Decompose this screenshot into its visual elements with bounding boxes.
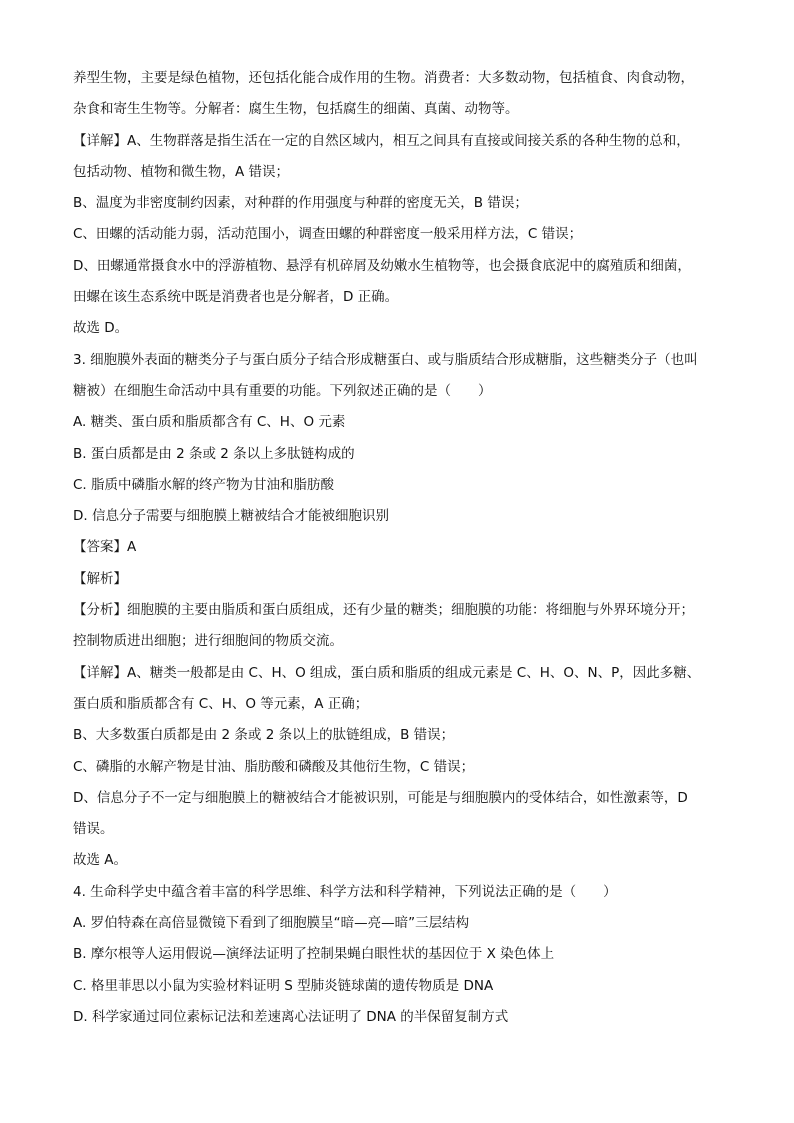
analysis-heading: 【解析】 [73, 570, 127, 587]
option-d: D. 科学家通过同位素标记法和差速离心法证明了 DNA 的半保留复制方式 [73, 1008, 509, 1025]
option-b: B. 摩尔根等人运用假说—演绎法证明了控制果蝇白眼性状的基因位于 X 染色体上 [73, 946, 555, 963]
text-line: C、磷脂的水解产物是甘油、脂肪酸和磷酸及其他衍生物，C 错误； [73, 758, 475, 775]
question-stem: 4. 生命科学史中蕴含着丰富的科学思维、科学方法和科学精神，下列说法正确的是（ ） [73, 883, 617, 900]
question-stem: 3. 细胞膜外表面的糖类分子与蛋白质分子结合形成糖蛋白、或与脂质结合形成糖脂，这些糖类分子（也叫 [73, 351, 698, 368]
text-line: 【详解】A、糖类一般都是由 C、H、O 组成，蛋白质和脂质的组成元素是 C、H、O、N、P，因此多糖、 [73, 664, 701, 681]
text-line: C、田螺的活动能力弱，活动范围小，调查田螺的种群密度一般采用样方法，C 错误； [73, 226, 583, 243]
text-line: 包括动物、植物和微生物，A 错误； [73, 163, 290, 180]
text-line: 控制物质进出细胞；进行细胞间的物质交流。 [73, 633, 343, 650]
document-body [73, 63, 733, 1033]
option-d: D. 信息分子需要与细胞膜上糖被结合才能被细胞识别 [73, 508, 389, 525]
option-c: C. 格里菲思以小鼠为实验材料证明 S 型肺炎链球菌的遗传物质是 DNA [73, 977, 494, 994]
option-c: C. 脂质中磷脂水解的终产物为甘油和脂肪酸 [73, 476, 335, 493]
text-line: D、田螺通常摄食水中的浮游植物、悬浮有机碎屑及幼嫩水生植物等，也会摄食底泥中的腐殖质和细菌， [73, 257, 691, 274]
text-line: 田螺在该生态系统中既是消费者也是分解者，D 正确。 [73, 289, 399, 306]
text-line: 【分析】细胞膜的主要由脂质和蛋白质组成，还有少量的糖类；细胞膜的功能：将细胞与外界环境分开； [73, 602, 694, 619]
question-stem: 糖被）在细胞生命活动中具有重要的功能。下列叙述正确的是（ ） [73, 382, 492, 399]
text-line: 故选 A。 [73, 852, 128, 869]
text-line: 养型生物，主要是绿色植物，还包括化能合成作用的生物。消费者：大多数动物，包括植食、肉食动物， [73, 70, 694, 86]
text-line: 杂食和寄生生物等。分解者：腐生生物，包括腐生的细菌、真菌、动物等。 [73, 101, 519, 118]
text-line: 【详解】A、生物群落是指生活在一定的自然区域内，相互之间具有直接或间接关系的各种生物的总和， [73, 132, 690, 149]
text-line: 故选 D。 [73, 320, 129, 337]
answer-line: 【答案】A [73, 539, 137, 556]
option-a: A. 糖类、蛋白质和脂质都含有 C、H、O 元素 [73, 414, 346, 431]
text-line: B、大多数蛋白质都是由 2 条或 2 条以上的肽链组成，B 错误； [73, 727, 455, 744]
option-b: B. 蛋白质都是由 2 条或 2 条以上多肽链构成的 [73, 445, 355, 462]
text-line: 错误。 [73, 821, 114, 838]
option-a: A. 罗伯特森在高倍显微镜下看到了细胞膜呈“暗—亮—暗”三层结构 [73, 915, 470, 932]
text-line: B、温度为非密度制约因素，对种群的作用强度与种群的密度无关，B 错误； [73, 195, 528, 212]
text-line: 蛋白质和脂质都含有 C、H、O 等元素，A 正确； [73, 695, 369, 712]
text-line: D、信息分子不一定与细胞膜上的糖被结合才能被识别，可能是与细胞膜内的受体结合，如性激素等，D [73, 789, 688, 806]
